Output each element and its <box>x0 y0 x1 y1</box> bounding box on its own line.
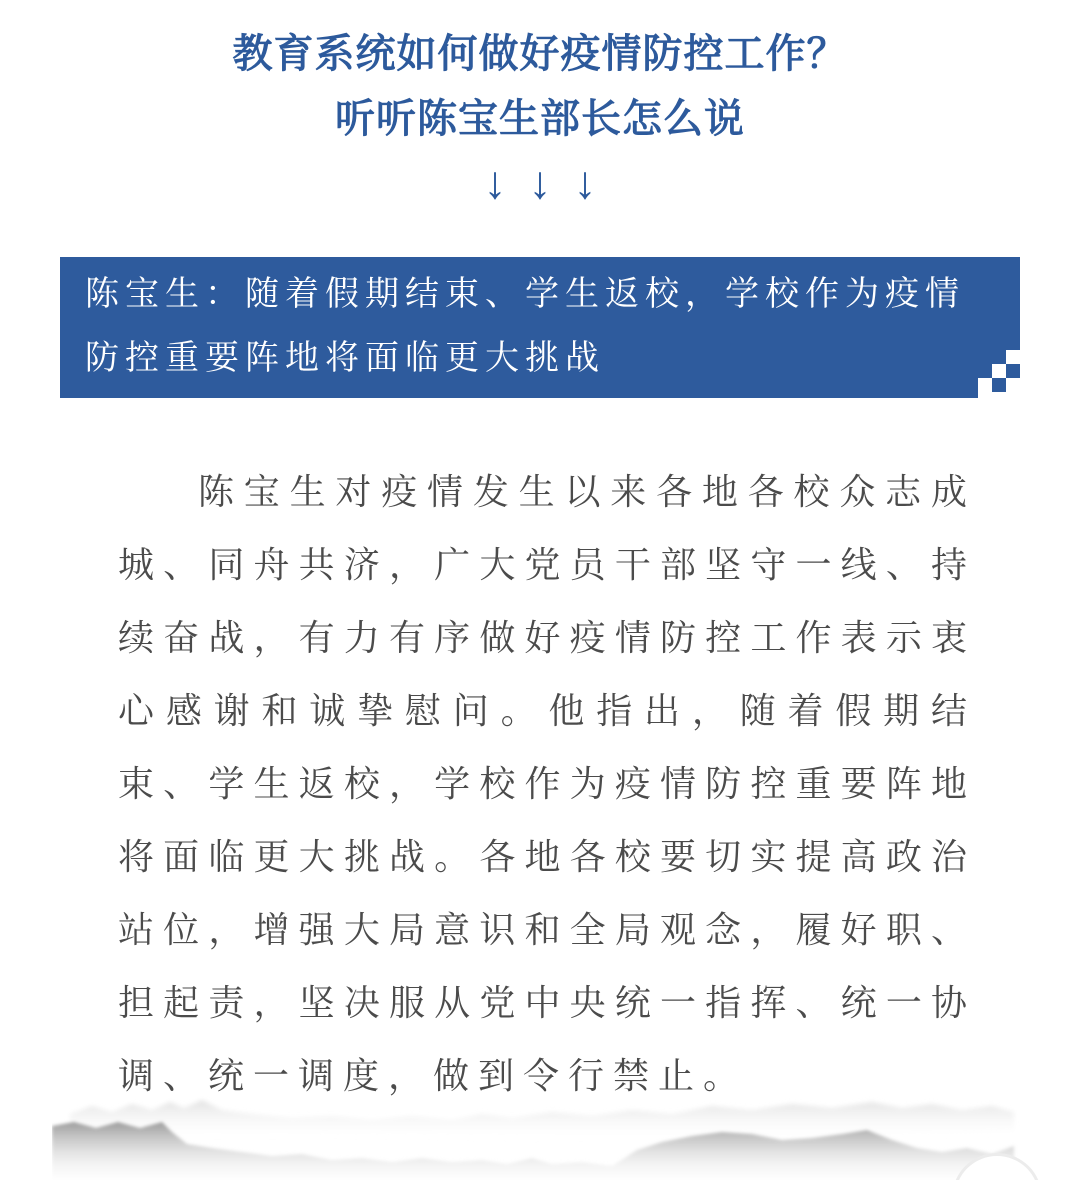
banner-line-2: 防控重要阵地将面临更大挑战 <box>85 339 605 377</box>
checker-square <box>978 392 1020 398</box>
checker-square <box>1006 350 1020 364</box>
body-line: 将面临更大挑战。各地各校要切实提高政治 <box>118 836 976 877</box>
down-arrows-icon: ↓↓↓ <box>483 156 619 208</box>
checker-square <box>992 364 1006 378</box>
checker-square <box>1006 378 1020 392</box>
body-line: 站位，增强大局意识和全局观念，履好职、 <box>118 909 976 950</box>
page-title <box>0 0 1080 152</box>
body-line: 束、学生返校，学校作为疫情防控重要阵地 <box>118 763 976 804</box>
torn-paper-edge <box>52 1092 1027 1180</box>
highlight-banner <box>60 257 1020 398</box>
body-line: 担起责，坚决服从党中央统一指挥、统一协 <box>118 982 976 1023</box>
title-line-2: 听听陈宝生部长怎么说 <box>335 97 745 141</box>
checker-square <box>978 378 992 392</box>
body-line: 城、同舟共济，广大党员干部坚守一线、持 <box>118 544 976 585</box>
body-line: 陈宝生对疫情发生以来各地各校众志成 <box>198 471 976 512</box>
body-line: 心感谢和诚挚慰问。他指出，随着假期结 <box>118 690 976 731</box>
banner-line-1: 陈宝生：随着假期结束、学生返校，学校作为疫情 <box>85 275 965 313</box>
article-body <box>118 455 976 1112</box>
body-line: 调、统一调度，做到令行禁止。 <box>118 1055 749 1096</box>
title-line-1: 教育系统如何做好疫情防控工作？ <box>232 32 848 76</box>
body-line: 续奋战，有力有序做好疫情防控工作表示衷 <box>118 617 976 658</box>
